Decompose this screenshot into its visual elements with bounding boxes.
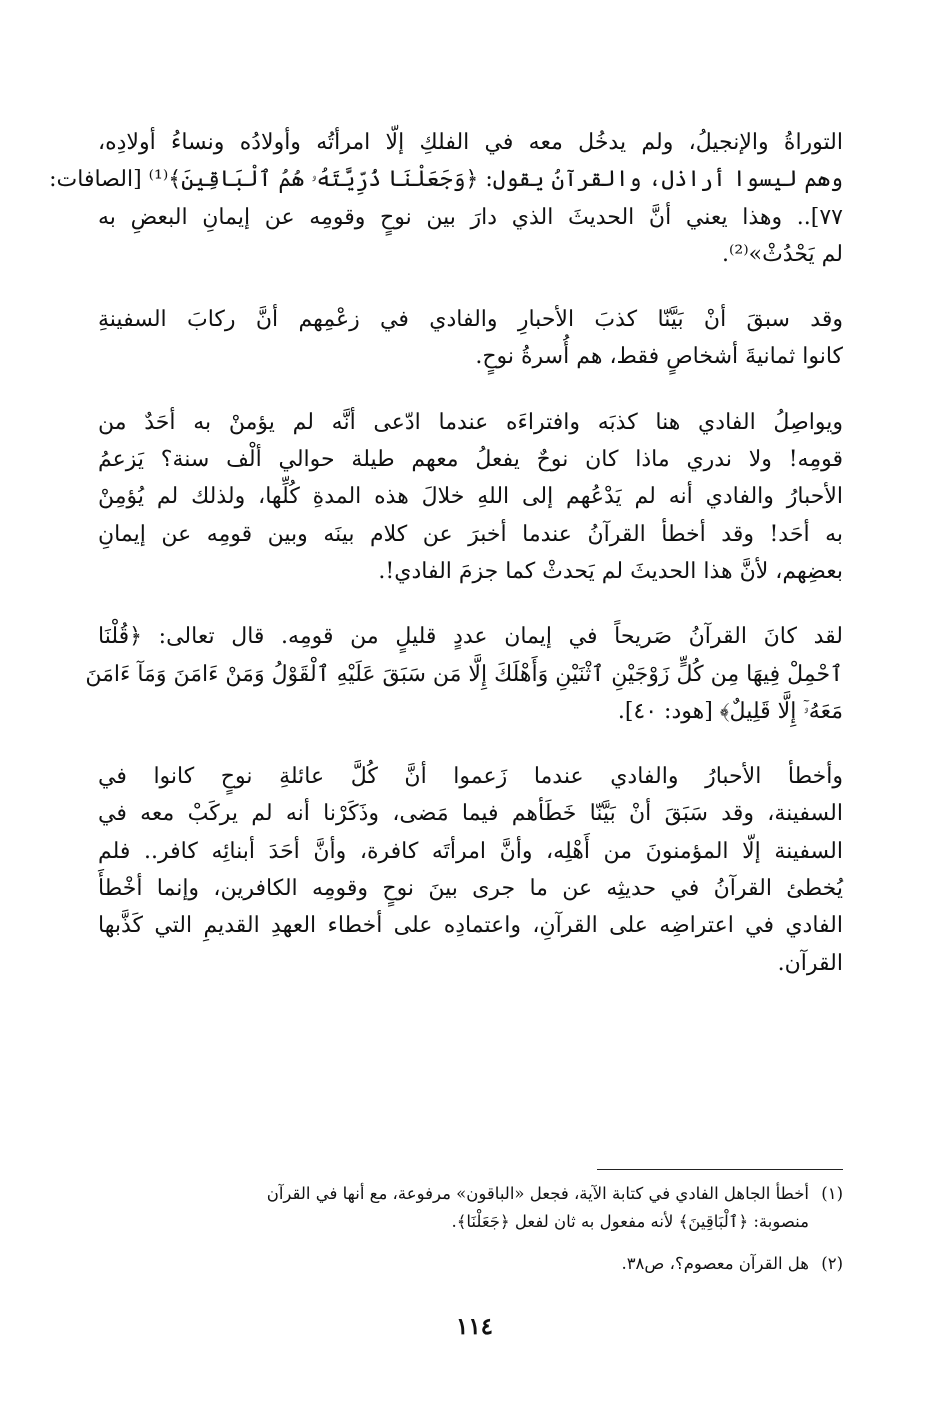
footnote-text: هل القرآن معصوم؟، ص٣٨. (621, 1254, 809, 1273)
paragraph-5 (98, 758, 843, 982)
footnote-line (98, 1250, 843, 1278)
text-line: بعضِهم، لأنَّ هذا الحديثَ لم يَحدثْ كما جزمَ الفادي!. (378, 558, 843, 584)
paragraph-4 (85, 618, 843, 730)
text-line: وأخطأ الأحبارُ والفادي عندما زَعموا أنَّ كُلَّ عائلةِ نوحٍ كانوا في (98, 764, 843, 790)
paragraph-1 (49, 124, 844, 273)
text-line: الفادي في اعتراضِه على القرآنِ، واعتمادِه على أخطاء العهدِ القديمِ التي كَذَّبها (98, 913, 843, 939)
text-line: وهم ليسوا أراذل، والقرآنُ يقول: ﴿وَجَعَلْنَا ذُرِّيَّتَهُۥ هُمُ ٱلْبَاقِينَ﴾⁽¹⁾ [الصافات: (49, 167, 843, 193)
footnote-number: (١) (821, 1184, 843, 1203)
text-line: يُخطئ القرآنُ في حديثِه عن ما جرى بينَ نوحٍ وقومِه الكافرين، وإنما أخْطأَ (98, 876, 843, 902)
text-line: السفينة، وقد سَبَقَ أنْ بَيَّنّا خَطَأهم فيما مَضى، وذَكَرْنا أنه لم يركَبْ معه في (98, 801, 843, 827)
paragraph-2 (98, 301, 843, 376)
text-line: ويواصِلُ الفادي هنا كذبَه وافتراءَه عندما ادّعى أنَّه لم يؤمنْ به أحَدٌ من (98, 409, 843, 435)
main-text (49, 124, 844, 982)
text-line: قومِه! ولا ندري ماذا كان نوحٌ يفعلُ معهم طيلة حوالي ألْف سنة؟ يَزعمُ (98, 447, 843, 473)
text-line: لم يَحْدُثْ»⁽²⁾. (721, 241, 843, 267)
text-line: التوراةُ والإنجيلُ، ولم يدخُل معه في الفلكِ إلّا امرأتُه وأولادُه ونساءُ أولادِه، (98, 130, 844, 155)
text-line: ٧٧].. وهذا يعني أنَّ الحديثَ الذي دارَ بين نوحٍ وقومِه عن إيمانِ البعضِ به (98, 204, 843, 230)
text-line: القرآن. (777, 950, 843, 976)
text-line: كانوا ثمانيةَ أشخاصٍ فقط، هم أُسرةُ نوحٍ. (475, 344, 843, 370)
quran-verse-line: مَعَهُۥٓ إِلَّا قَلِيلٌ﴾ [هود: ٤٠]. (617, 698, 843, 724)
footnote-2 (98, 1250, 843, 1278)
paragraph-3 (98, 404, 843, 590)
footnote-number: (٢) (821, 1254, 843, 1273)
text-line: السفينة إلّا المؤمنونَ من أَهْلِه، وأنَّ امرأتَه كافرة، وأنَّ أحَدَ أبنائِه كافر.. فلم (98, 838, 843, 864)
footnote-divider (597, 1169, 843, 1170)
footnote-line: منصوبة: ﴿ٱلْبَاقِينَ﴾ لأنه مفعول به ثان لفعل ﴿جَعَلْنَا﴾. (451, 1212, 809, 1231)
quran-verse-line: ٱحْمِلْ فِيهَا مِن كُلٍّ زَوْجَيْنِ ٱثْنَيْنِ وَأَهْلَكَ إِلَّا مَن سَبَقَ عَلَيْهِ ٱلْقَوْلُ وَمَنْ ءَامَنَ وَمَآ ءَامَنَ (85, 661, 843, 687)
footnote-1 (98, 1180, 843, 1236)
text-line: الأحبارُ والفادي أنه لم يَدْعُهم إلى اللهِ خلالَ هذه المدةِ كُلِّها، ولذلك لم يُؤمِنْ (98, 484, 843, 510)
text-line: به أحَد! وقد أخطأ القرآنُ عندما أخبرَ عن كلام بينَه وبين قومِه عن إيمانِ (98, 521, 843, 547)
page-number: ١١٤ (455, 1313, 494, 1340)
footnote-text: أخطأ الجاهل الفادي في كتابة الآية، فجعل «الباقون» مرفوعة، مع أنها في القرآن (266, 1184, 809, 1203)
footnotes (98, 1180, 843, 1292)
footnote-line (98, 1180, 843, 1208)
text-line: وقد سبقَ أنْ بَيَّنّا كذبَ الأحبارِ والفادي في زعْمِهم أنَّ ركابَ السفينةِ (98, 307, 843, 333)
text-line: لقد كانَ القرآنُ صَريحاً في إيمان عددٍ قليلٍ من قومِه. قال تعالى: ﴿قُلْنَا (98, 624, 843, 650)
